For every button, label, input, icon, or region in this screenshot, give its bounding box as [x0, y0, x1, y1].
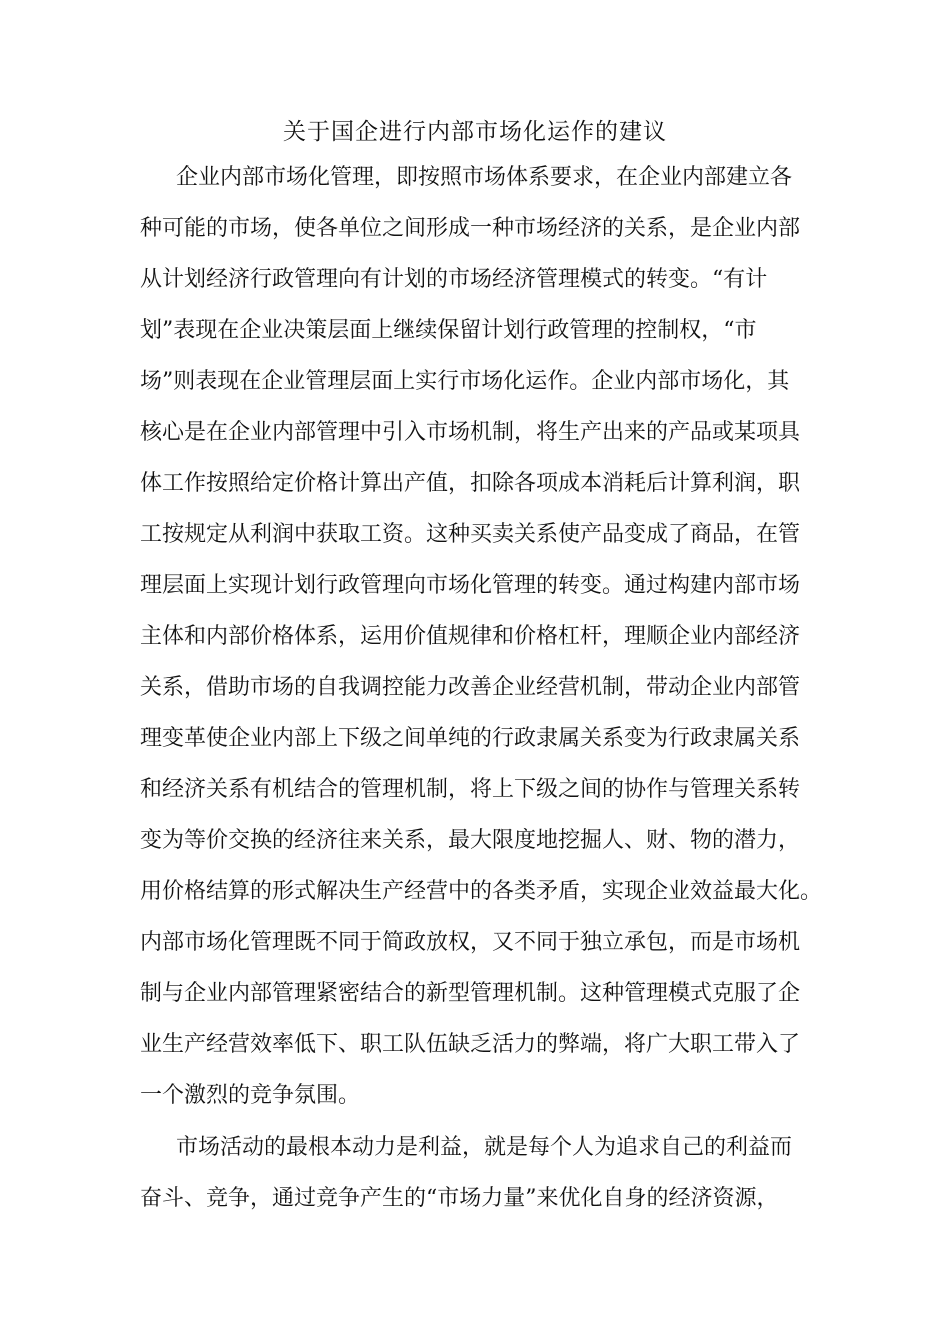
paragraph-1 [140, 152, 823, 1121]
paragraph-line: 关系，借助市场的自我调控能力改善企业经营机制，带动企业内部管 [140, 675, 801, 700]
paragraph-line: 企业内部市场化管理，即按照市场体系要求，在企业内部建立各 [176, 165, 793, 190]
paragraph-line: 一个激烈的竞争氛围。 [140, 1083, 361, 1108]
paragraph-line: 核心是在企业内部管理中引入市场机制，将生产出来的产品或某项具 [140, 420, 801, 445]
paragraph-line: 业生产经营效率低下、职工队伍缺乏活力的弊端，将广大职工带入了 [140, 1032, 801, 1057]
paragraph-line: 划”表现在企业决策层面上继续保留计划行政管理的控制权，“市 [140, 318, 757, 343]
paragraph-line: 奋斗、竞争，通过竞争产生的“市场力量”来优化自身的经济资源， [140, 1186, 779, 1211]
paragraph-line: 和经济关系有机结合的管理机制，将上下级之间的协作与管理关系转 [140, 777, 801, 802]
paragraph-line: 场”则表现在企业管理层面上实行市场化运作。企业内部市场化，其 [140, 369, 790, 394]
document-title: 关于国企进行内部市场化运作的建议 [283, 119, 667, 145]
paragraph-line: 市场活动的最根本动力是利益，就是每个人为追求自己的利益而 [176, 1135, 793, 1160]
paragraph-line: 理变革使企业内部上下级之间单纯的行政隶属关系变为行政隶属关系 [140, 726, 801, 751]
paragraph-line: 理层面上实现计划行政管理向市场化管理的转变。通过构建内部市场 [140, 573, 801, 598]
paragraph-line: 内部市场化管理既不同于简政放权，又不同于独立承包，而是市场机 [140, 930, 801, 955]
paragraph-2 [140, 1122, 820, 1224]
paragraph-line: 从计划经济行政管理向有计划的市场经济管理模式的转变。“有计 [140, 267, 768, 292]
paragraph-line: 变为等价交换的经济往来关系，最大限度地挖掘人、财、物的潜力， [140, 828, 801, 853]
paragraph-line: 主体和内部价格体系，运用价值规律和价格杠杆，理顺企业内部经济 [140, 624, 801, 649]
paragraph-line: 用价格结算的形式解决生产经营中的各类矛盾，实现企业效益最大化。 [140, 879, 823, 904]
paragraph-line: 制与企业内部管理紧密结合的新型管理机制。这种管理模式克服了企 [140, 981, 801, 1006]
paragraph-line: 体工作按照给定价格计算出产值，扣除各项成本消耗后计算利润，职 [140, 471, 801, 496]
paragraph-line: 工按规定从利润中获取工资。这种买卖关系使产品变成了商品，在管 [140, 522, 801, 547]
paragraph-line: 种可能的市场，使各单位之间形成一种市场经济的关系，是企业内部 [140, 216, 801, 241]
